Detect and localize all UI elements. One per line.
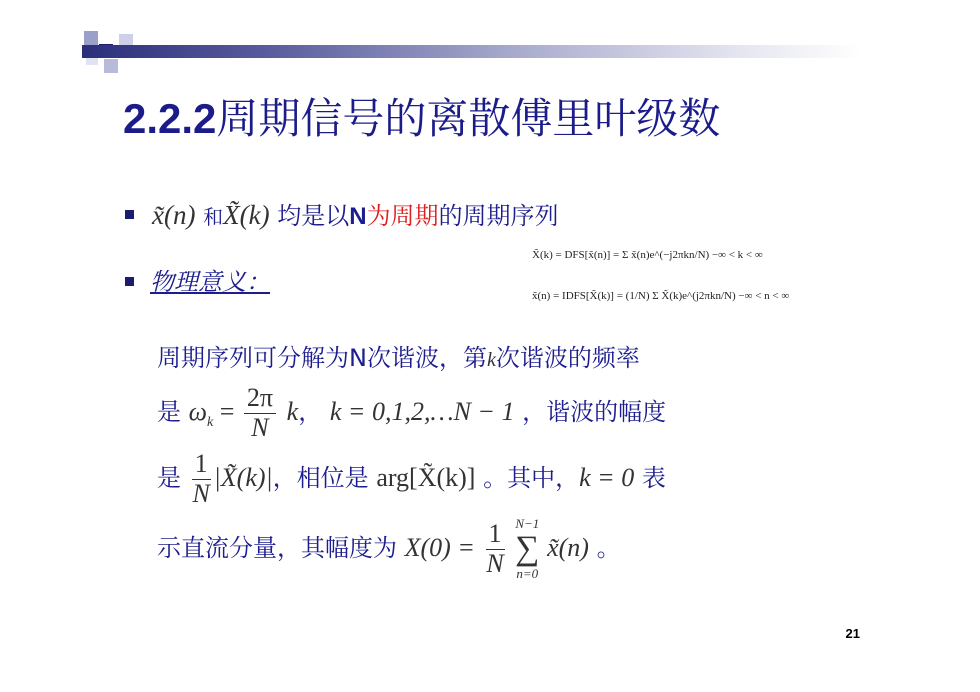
deco-square-1: [84, 31, 98, 45]
title-text: 周期信号的离散傅里叶级数: [216, 94, 721, 143]
text-red: 为周期: [366, 202, 439, 230]
frac-2pi-N: $\frac{2\pi}{N}$: [244, 384, 276, 442]
title-number: 2.2.2: [123, 95, 217, 142]
slide-title: [123, 86, 720, 146]
body-line-2: 是 $\omega_k$ = $\frac{2\pi}{N}$ k， k = 0,1,2,…N − 1 ，谐波的幅度: [157, 383, 667, 442]
title-accent-bar: [82, 45, 862, 58]
page-number: 21: [845, 626, 860, 641]
formula-dfs: X̃(k) = DFS[x̃(n)] = Σ x̃(n)e^(−j2πkn/N) −∞ < k < ∞: [532, 249, 763, 261]
text-a: 均是以: [277, 202, 350, 230]
x-tilde-n: x̃(n): [152, 200, 196, 230]
sum-symbol: N−1 ∑ n=0: [515, 516, 540, 581]
conj-and: 和: [203, 205, 224, 229]
bullet-1-text: [152, 196, 559, 231]
bullet-1-marker: [125, 210, 134, 219]
text-n: N: [349, 203, 367, 230]
bullet-2-marker: [125, 277, 134, 286]
text-b: 的周期序列: [438, 202, 559, 230]
deco-square-4: [104, 59, 118, 73]
frac-1-N-dc: $\frac{1}{N}$: [486, 518, 504, 578]
body-line-1: 周期序列可分解为N次谐波，第k次谐波的频率: [157, 344, 640, 372]
frac-1-N: $\frac{1}{N}$: [192, 449, 210, 508]
X-tilde-k: X̃(k): [223, 200, 270, 230]
physical-meaning-label: 物理意义：: [150, 268, 270, 296]
body-line-4: 示直流分量，其幅度为 X(0) = $\frac{1}{N}$ N−1 ∑ n=0 x̃(n) 。: [157, 516, 621, 581]
formula-idfs: x̃(n) = IDFS[X̃(k)] = (1/N) Σ X̃(k)e^(j2πkn/N) −∞ < n < ∞: [532, 290, 790, 302]
body-line-3: 是 $\frac{1}{N}$ |X̃(k)|，相位是 arg[X̃(k)] 。其中，k = 0 表: [157, 449, 666, 508]
